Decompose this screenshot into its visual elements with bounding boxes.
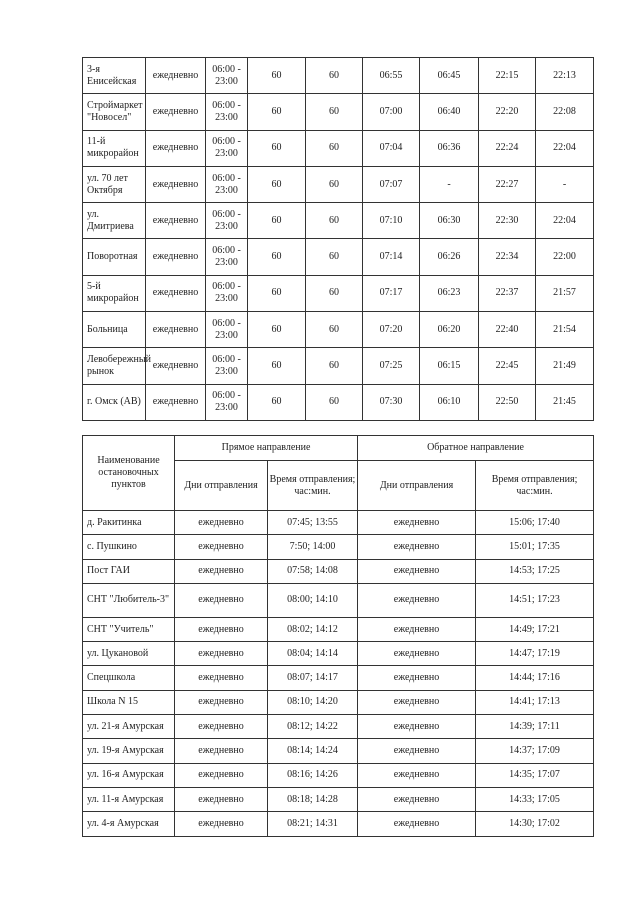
cell-days-b: ежедневно xyxy=(358,763,476,787)
cell-t4: 22:04 xyxy=(536,130,594,166)
cell-time-b: 15:01; 17:35 xyxy=(476,535,594,559)
cell-t2: 06:36 xyxy=(420,130,479,166)
table-row xyxy=(83,166,594,202)
cell-days-b: ежедневно xyxy=(358,535,476,559)
cell-time-f: 08:16; 14:26 xyxy=(268,763,358,787)
cell-time-f: 7:50; 14:00 xyxy=(268,535,358,559)
cell-int2: 60 xyxy=(306,94,363,130)
cell-t2: 06:15 xyxy=(420,348,479,384)
cell-days-f: ежедневно xyxy=(175,812,268,836)
cell-t3: 22:50 xyxy=(479,384,536,420)
cell-days: ежедневно xyxy=(146,275,206,311)
cell-int2: 60 xyxy=(306,239,363,275)
cell-t1: 07:14 xyxy=(363,239,420,275)
header-backward-direction: Обратное направление xyxy=(358,436,594,461)
cell-stop: ул. 16-я Амурская xyxy=(83,763,175,787)
cell-days-f: ежедневно xyxy=(175,739,268,763)
cell-int1: 60 xyxy=(248,312,306,348)
cell-stop: ул. 11-я Амурская xyxy=(83,787,175,811)
cell-int2: 60 xyxy=(306,203,363,239)
cell-t2: - xyxy=(420,166,479,202)
header-time-forward: Время отправления; час:мин. xyxy=(268,461,358,511)
cell-days: ежедневно xyxy=(146,58,206,94)
cell-days: ежедневно xyxy=(146,166,206,202)
cell-time-f: 08:02; 14:12 xyxy=(268,617,358,641)
cell-t1: 07:30 xyxy=(363,384,420,420)
table-row xyxy=(83,130,594,166)
cell-time-b: 14:41; 17:13 xyxy=(476,690,594,714)
cell-stop: ул. Дмитриева xyxy=(83,203,146,239)
cell-t2: 06:45 xyxy=(420,58,479,94)
cell-time-f: 08:12; 14:22 xyxy=(268,715,358,739)
cell-time-b: 14:39; 17:11 xyxy=(476,715,594,739)
cell-t4: 22:00 xyxy=(536,239,594,275)
cell-days: ежедневно xyxy=(146,130,206,166)
cell-days-f: ежедневно xyxy=(175,690,268,714)
cell-int1: 60 xyxy=(248,348,306,384)
cell-time-b: 14:51; 17:23 xyxy=(476,583,594,617)
cell-t3: 22:24 xyxy=(479,130,536,166)
cell-t1: 07:07 xyxy=(363,166,420,202)
cell-days: ежедневно xyxy=(146,203,206,239)
cell-stop: 3-я Енисейская xyxy=(83,58,146,94)
cell-stop: ул. 70 лет Октября xyxy=(83,166,146,202)
cell-stop: 5-й микрорайон xyxy=(83,275,146,311)
cell-hours: 06:00 - 23:00 xyxy=(206,312,248,348)
cell-t3: 22:40 xyxy=(479,312,536,348)
cell-time-f: 08:21; 14:31 xyxy=(268,812,358,836)
cell-stop: ул. 21-я Амурская xyxy=(83,715,175,739)
schedule-table-lower xyxy=(82,435,594,837)
table-row xyxy=(83,690,594,714)
cell-stop: ул. 19-я Амурская xyxy=(83,739,175,763)
cell-days-b: ежедневно xyxy=(358,715,476,739)
cell-t3: 22:20 xyxy=(479,94,536,130)
cell-days-b: ежедневно xyxy=(358,690,476,714)
cell-days-b: ежедневно xyxy=(358,787,476,811)
cell-time-f: 08:14; 14:24 xyxy=(268,739,358,763)
cell-int1: 60 xyxy=(248,384,306,420)
cell-t2: 06:10 xyxy=(420,384,479,420)
cell-time-b: 15:06; 17:40 xyxy=(476,511,594,535)
cell-stop: ул. 4-я Амурская xyxy=(83,812,175,836)
table-row xyxy=(83,384,594,420)
cell-days-b: ежедневно xyxy=(358,583,476,617)
cell-time-f: 08:04; 14:14 xyxy=(268,642,358,666)
cell-t2: 06:20 xyxy=(420,312,479,348)
cell-t2: 06:26 xyxy=(420,239,479,275)
cell-t2: 06:40 xyxy=(420,94,479,130)
cell-t2: 06:30 xyxy=(420,203,479,239)
cell-t4: 22:13 xyxy=(536,58,594,94)
header-stop-name: Наименование остановочных пунктов xyxy=(83,436,175,511)
cell-days-f: ежедневно xyxy=(175,666,268,690)
cell-hours: 06:00 - 23:00 xyxy=(206,239,248,275)
cell-days-f: ежедневно xyxy=(175,715,268,739)
cell-days-b: ежедневно xyxy=(358,559,476,583)
cell-days-f: ежедневно xyxy=(175,511,268,535)
cell-hours: 06:00 - 23:00 xyxy=(206,130,248,166)
cell-days-b: ежедневно xyxy=(358,812,476,836)
cell-t1: 06:55 xyxy=(363,58,420,94)
header-forward-direction: Прямое направление xyxy=(175,436,358,461)
cell-int1: 60 xyxy=(248,130,306,166)
header-time-backward: Время отправления; час:мин. xyxy=(476,461,594,511)
header-days-backward: Дни отправления xyxy=(358,461,476,511)
cell-hours: 06:00 - 23:00 xyxy=(206,203,248,239)
cell-days-f: ежедневно xyxy=(175,617,268,641)
cell-int1: 60 xyxy=(248,203,306,239)
table-row xyxy=(83,312,594,348)
cell-int1: 60 xyxy=(248,166,306,202)
cell-stop: с. Пушкино xyxy=(83,535,175,559)
cell-int2: 60 xyxy=(306,275,363,311)
table-row xyxy=(83,203,594,239)
cell-t4: 21:54 xyxy=(536,312,594,348)
schedule-table-upper xyxy=(82,57,594,421)
cell-time-b: 14:35; 17:07 xyxy=(476,763,594,787)
cell-t3: 22:27 xyxy=(479,166,536,202)
table-row xyxy=(83,715,594,739)
cell-hours: 06:00 - 23:00 xyxy=(206,166,248,202)
cell-stop: СНТ "Учитель" xyxy=(83,617,175,641)
cell-t2: 06:23 xyxy=(420,275,479,311)
cell-stop: г. Омск (АВ) xyxy=(83,384,146,420)
cell-days-f: ежедневно xyxy=(175,787,268,811)
cell-time-f: 08:00; 14:10 xyxy=(268,583,358,617)
table-row xyxy=(83,58,594,94)
cell-time-f: 08:18; 14:28 xyxy=(268,787,358,811)
table-row xyxy=(83,348,594,384)
table-row xyxy=(83,559,594,583)
cell-days-b: ежедневно xyxy=(358,642,476,666)
cell-int2: 60 xyxy=(306,312,363,348)
table-row xyxy=(83,666,594,690)
cell-days: ежедневно xyxy=(146,312,206,348)
cell-int2: 60 xyxy=(306,166,363,202)
cell-hours: 06:00 - 23:00 xyxy=(206,94,248,130)
cell-int1: 60 xyxy=(248,58,306,94)
cell-t3: 22:45 xyxy=(479,348,536,384)
cell-days-f: ежедневно xyxy=(175,642,268,666)
cell-int1: 60 xyxy=(248,94,306,130)
table-row xyxy=(83,787,594,811)
cell-time-f: 08:07; 14:17 xyxy=(268,666,358,690)
cell-t1: 07:25 xyxy=(363,348,420,384)
table-row xyxy=(83,511,594,535)
cell-time-f: 08:10; 14:20 xyxy=(268,690,358,714)
cell-stop: д. Ракитинка xyxy=(83,511,175,535)
cell-t4: 22:08 xyxy=(536,94,594,130)
table-row xyxy=(83,94,594,130)
table-row xyxy=(83,642,594,666)
cell-time-b: 14:30; 17:02 xyxy=(476,812,594,836)
cell-t3: 22:15 xyxy=(479,58,536,94)
table-row xyxy=(83,535,594,559)
cell-stop: Строймаркет "Новосел" xyxy=(83,94,146,130)
cell-stop: 11-й микрорайон xyxy=(83,130,146,166)
cell-int1: 60 xyxy=(248,275,306,311)
table-row xyxy=(83,583,594,617)
cell-days-b: ежедневно xyxy=(358,666,476,690)
cell-time-b: 14:53; 17:25 xyxy=(476,559,594,583)
cell-days-b: ежедневно xyxy=(358,617,476,641)
cell-stop: Поворотная xyxy=(83,239,146,275)
cell-int2: 60 xyxy=(306,58,363,94)
cell-stop: Школа N 15 xyxy=(83,690,175,714)
cell-days: ежедневно xyxy=(146,94,206,130)
cell-stop: Больница xyxy=(83,312,146,348)
table-row xyxy=(83,275,594,311)
cell-t1: 07:20 xyxy=(363,312,420,348)
cell-days: ежедневно xyxy=(146,239,206,275)
cell-t3: 22:34 xyxy=(479,239,536,275)
table-row xyxy=(83,812,594,836)
cell-days-f: ежедневно xyxy=(175,535,268,559)
cell-stop: Левобережный рынок xyxy=(83,348,146,384)
cell-int2: 60 xyxy=(306,348,363,384)
cell-stop: Спецшкола xyxy=(83,666,175,690)
cell-time-f: 07:58; 14:08 xyxy=(268,559,358,583)
cell-int1: 60 xyxy=(248,239,306,275)
cell-t1: 07:00 xyxy=(363,94,420,130)
cell-stop: Пост ГАИ xyxy=(83,559,175,583)
cell-int2: 60 xyxy=(306,384,363,420)
table-row xyxy=(83,739,594,763)
header-days-forward: Дни отправления xyxy=(175,461,268,511)
cell-days-f: ежедневно xyxy=(175,763,268,787)
cell-t3: 22:30 xyxy=(479,203,536,239)
cell-t4: 21:49 xyxy=(536,348,594,384)
cell-t1: 07:04 xyxy=(363,130,420,166)
cell-days-b: ежедневно xyxy=(358,511,476,535)
cell-int2: 60 xyxy=(306,130,363,166)
cell-time-b: 14:47; 17:19 xyxy=(476,642,594,666)
table-row xyxy=(83,763,594,787)
cell-t4: 22:04 xyxy=(536,203,594,239)
cell-t1: 07:17 xyxy=(363,275,420,311)
cell-days-f: ежедневно xyxy=(175,583,268,617)
cell-t4: - xyxy=(536,166,594,202)
cell-time-b: 14:49; 17:21 xyxy=(476,617,594,641)
cell-days: ежедневно xyxy=(146,384,206,420)
cell-stop: ул. Цукановой xyxy=(83,642,175,666)
cell-hours: 06:00 - 23:00 xyxy=(206,348,248,384)
cell-days: ежедневно xyxy=(146,348,206,384)
table-row xyxy=(83,617,594,641)
cell-t4: 21:57 xyxy=(536,275,594,311)
cell-t3: 22:37 xyxy=(479,275,536,311)
cell-hours: 06:00 - 23:00 xyxy=(206,275,248,311)
cell-stop: СНТ "Любитель-3" xyxy=(83,583,175,617)
cell-time-f: 07:45; 13:55 xyxy=(268,511,358,535)
cell-t4: 21:45 xyxy=(536,384,594,420)
cell-time-b: 14:37; 17:09 xyxy=(476,739,594,763)
cell-days-b: ежедневно xyxy=(358,739,476,763)
table-row xyxy=(83,239,594,275)
cell-time-b: 14:44; 17:16 xyxy=(476,666,594,690)
cell-days-f: ежедневно xyxy=(175,559,268,583)
cell-t1: 07:10 xyxy=(363,203,420,239)
cell-hours: 06:00 - 23:00 xyxy=(206,58,248,94)
cell-time-b: 14:33; 17:05 xyxy=(476,787,594,811)
cell-hours: 06:00 - 23:00 xyxy=(206,384,248,420)
